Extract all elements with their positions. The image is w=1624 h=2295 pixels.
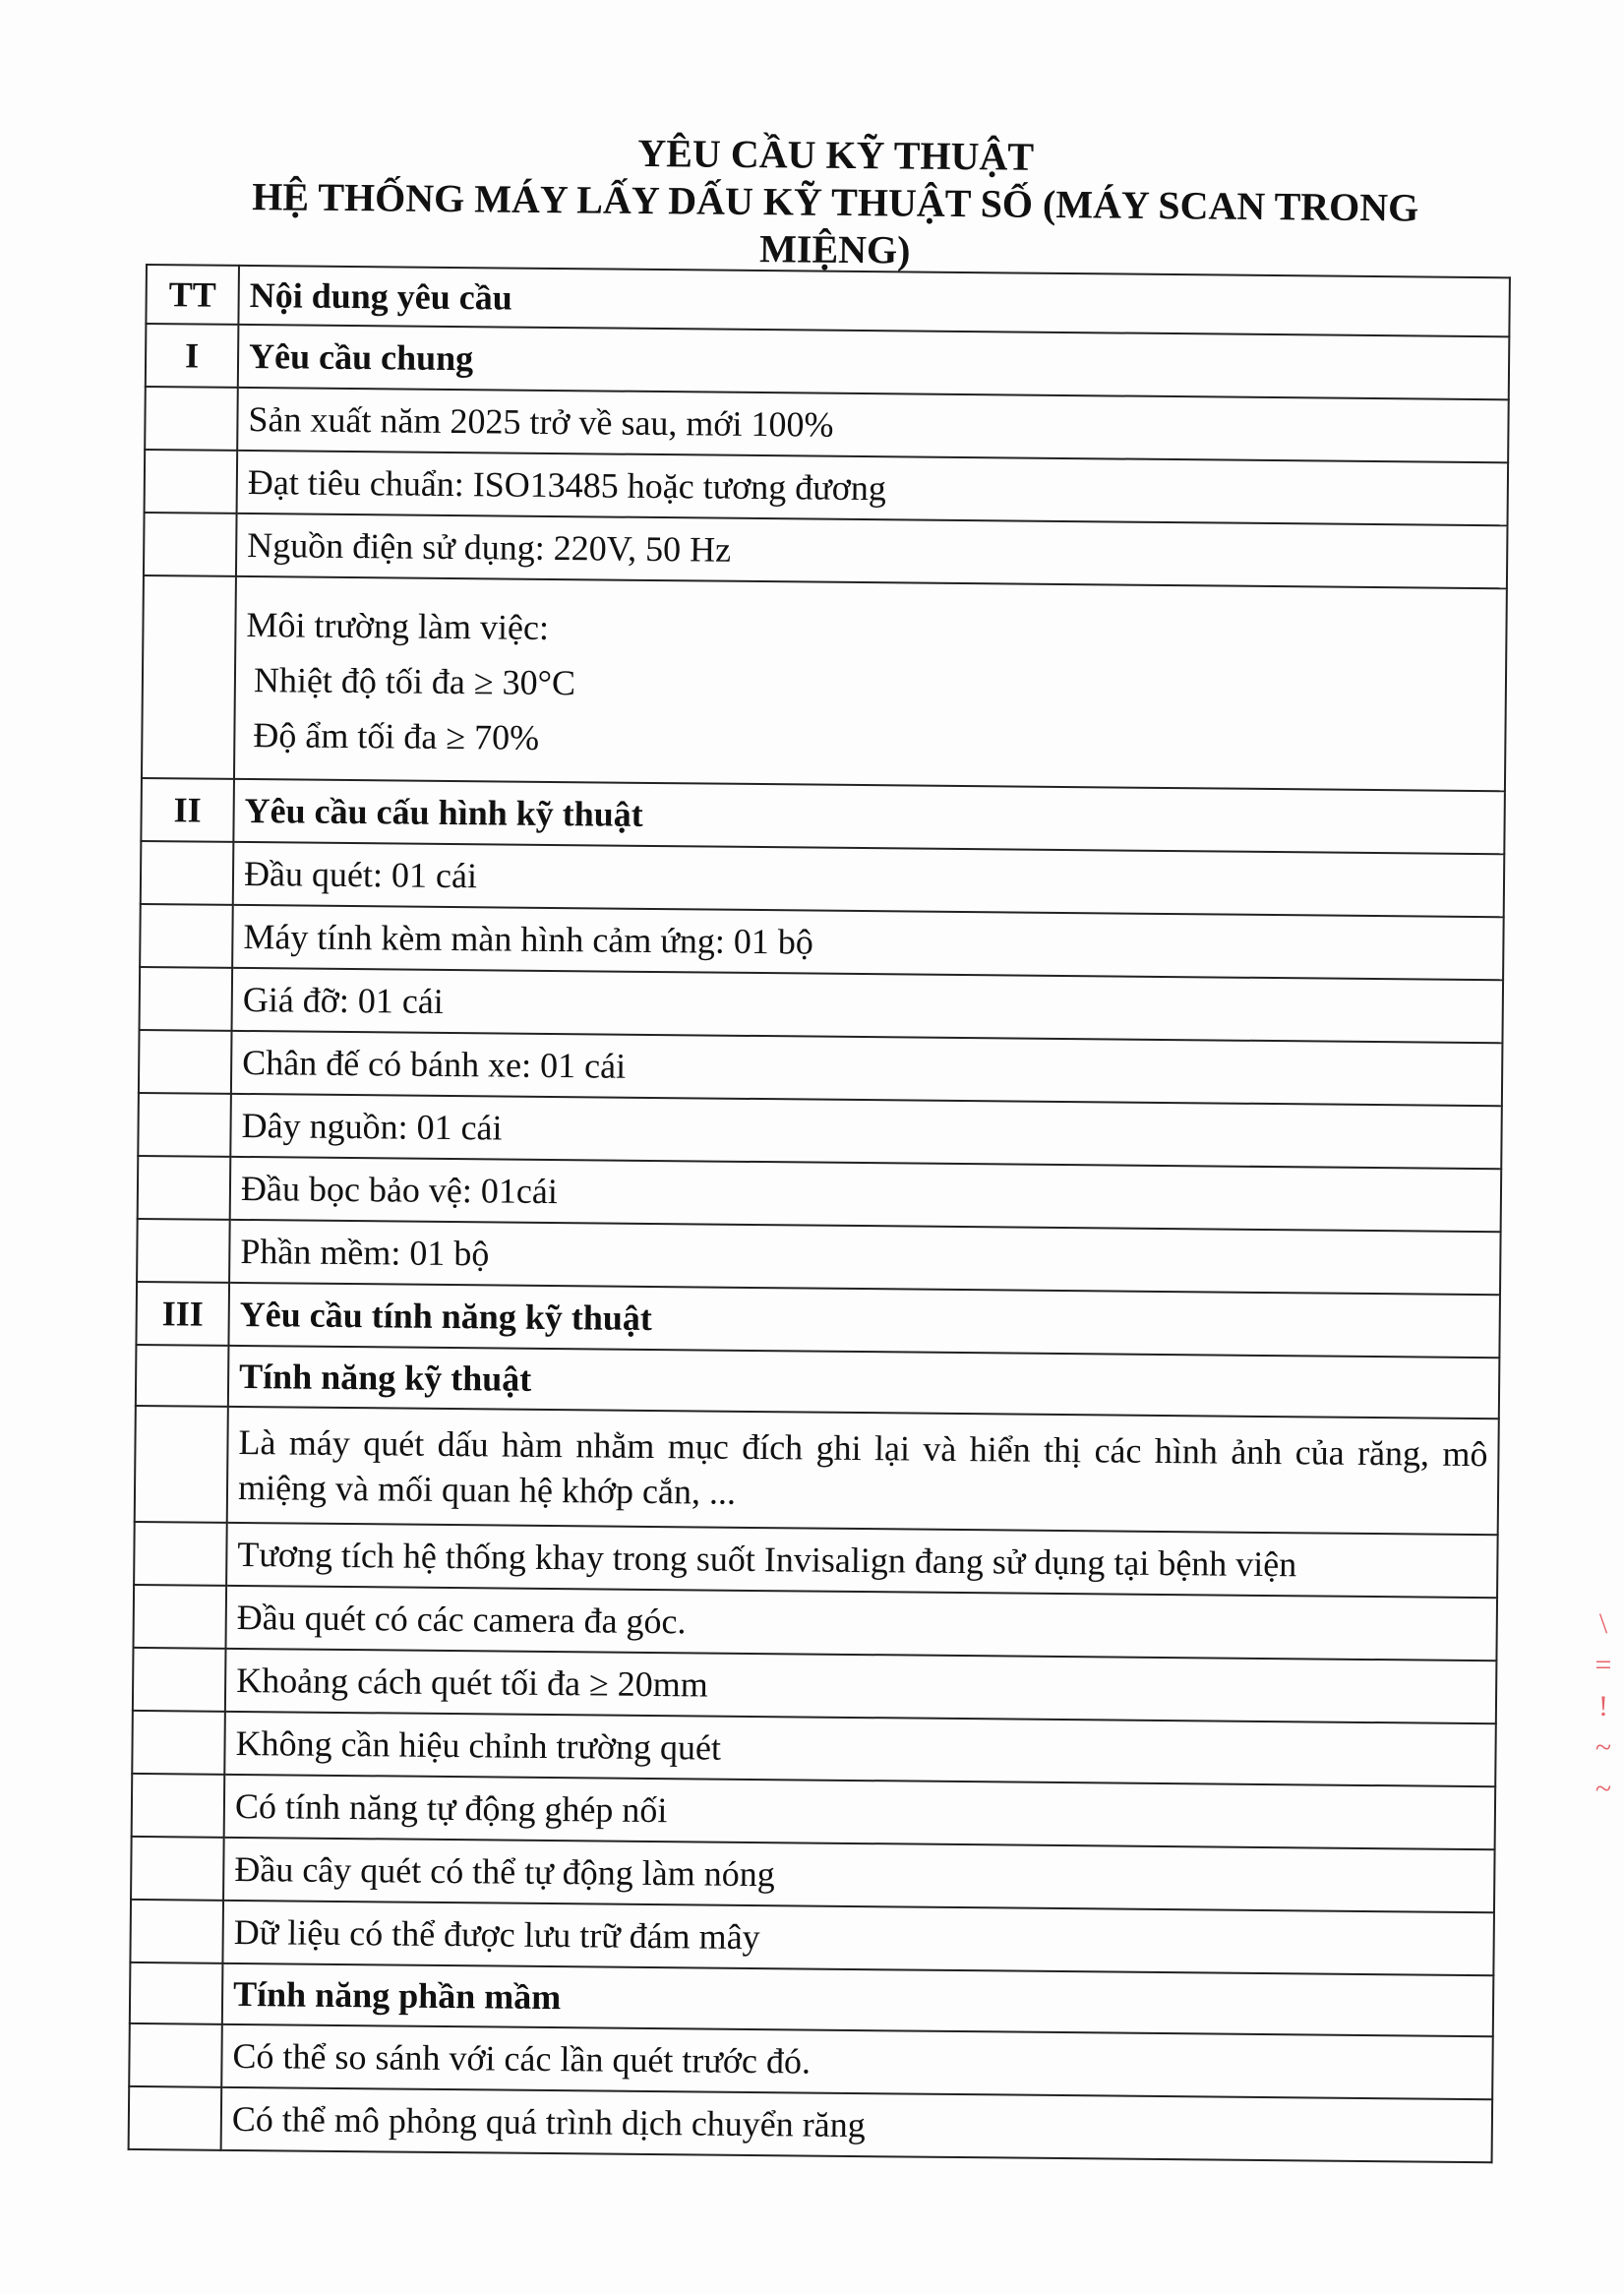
empty-cell bbox=[140, 904, 233, 968]
table-row-environment bbox=[142, 575, 1507, 791]
table-row bbox=[135, 1406, 1499, 1535]
requirement-cell: Đạt tiêu chuẩn: ISO13485 hoặc tương đương bbox=[237, 451, 1509, 525]
requirement-cell: Đầu quét có các camera đa góc. bbox=[225, 1586, 1497, 1661]
requirement-cell: Sản xuất năm 2025 trở về sau, mới 100% bbox=[237, 388, 1509, 462]
section-title: Yêu cầu tính năng kỹ thuật bbox=[228, 1283, 1500, 1358]
section-number: II bbox=[141, 778, 234, 842]
subsection-title: Tính năng kỹ thuật bbox=[228, 1346, 1500, 1419]
empty-cell bbox=[129, 2023, 222, 2087]
empty-cell bbox=[145, 450, 238, 513]
section-number: III bbox=[136, 1282, 229, 1346]
empty-cell bbox=[142, 575, 236, 779]
empty-cell bbox=[141, 841, 234, 905]
empty-cell bbox=[135, 1406, 228, 1523]
empty-cell bbox=[133, 1648, 226, 1712]
environment-cell bbox=[234, 576, 1507, 791]
empty-cell bbox=[140, 967, 233, 1031]
requirement-cell: Máy tính kèm màn hình cảm ứng: 01 bộ bbox=[232, 905, 1504, 980]
requirement-cell: Khoảng cách quét tối đa ≥ 20mm bbox=[225, 1649, 1497, 1723]
empty-cell bbox=[144, 513, 237, 576]
empty-cell bbox=[138, 1093, 231, 1157]
empty-cell bbox=[136, 1345, 229, 1407]
requirement-cell: Có thể mô phỏng quá trình dịch chuyển răng bbox=[221, 2087, 1493, 2162]
requirement-cell: Phần mềm: 01 bộ bbox=[229, 1220, 1501, 1295]
section-title: Yêu cầu cấu hình kỹ thuật bbox=[233, 779, 1505, 854]
requirement-cell: Là máy quét dấu hàm nhằm mục đích ghi lại và hiển thị các hình ảnh của răng, mô miệng và mối quan hệ khớp cắn, ... bbox=[227, 1407, 1499, 1535]
environment-humidity: Độ ẩm tối đa ≥ 70% bbox=[253, 715, 540, 757]
environment-temperature: Nhiệt độ tối đa ≥ 30°C bbox=[253, 660, 576, 703]
empty-cell bbox=[130, 1963, 223, 2024]
empty-cell bbox=[132, 1711, 225, 1775]
empty-cell bbox=[137, 1219, 230, 1283]
empty-cell bbox=[139, 1030, 232, 1094]
empty-cell bbox=[134, 1522, 227, 1586]
requirement-cell: Dây nguồn: 01 cái bbox=[230, 1094, 1502, 1169]
empty-cell bbox=[145, 387, 238, 451]
requirements-table bbox=[128, 264, 1511, 2163]
requirement-cell: Nguồn điện sử dụng: 220V, 50 Hz bbox=[236, 513, 1508, 588]
requirement-cell: Có tính năng tự động ghép nối bbox=[224, 1775, 1496, 1849]
requirement-cell: Không cần hiệu chỉnh trường quét bbox=[224, 1712, 1496, 1786]
requirement-cell: Đầu quét: 01 cái bbox=[233, 842, 1505, 917]
requirement-cell: Chân đế có bánh xe: 01 cái bbox=[231, 1031, 1503, 1106]
requirement-cell: Tương tích hệ thống khay trong suốt Invisalign đang sử dụng tại bệnh viện bbox=[226, 1523, 1498, 1598]
empty-cell bbox=[138, 1156, 231, 1220]
header-content: Nội dung yêu cầu bbox=[238, 266, 1510, 336]
section-title: Yêu cầu chung bbox=[238, 325, 1510, 399]
requirement-cell: Đầu cây quét có thể tự động làm nóng bbox=[223, 1838, 1495, 1912]
table-row bbox=[129, 2086, 1493, 2162]
document-title bbox=[235, 126, 1436, 279]
empty-cell bbox=[131, 1837, 224, 1901]
empty-cell bbox=[129, 2086, 222, 2150]
margin-stamp-mark: \ = ! ~ ~ bbox=[1594, 1607, 1612, 1805]
subsection-title: Tính năng phần mầm bbox=[222, 1963, 1494, 2036]
empty-cell bbox=[133, 1585, 226, 1649]
empty-cell bbox=[130, 1900, 223, 1963]
environment-label: Môi trường làm việc: bbox=[246, 605, 550, 647]
title-line-2: HỆ THỐNG MÁY LẤY DẤU KỸ THUẬT SỐ (MÁY SCAN TRONG bbox=[252, 174, 1419, 230]
title-line-3: MIỆNG) bbox=[758, 226, 911, 272]
requirement-cell: Giá đỡ: 01 cái bbox=[232, 968, 1504, 1043]
section-number: I bbox=[146, 324, 239, 388]
header-tt: TT bbox=[146, 265, 239, 325]
title-line-1: YÊU CẦU KỸ THUẬT bbox=[637, 130, 1035, 179]
empty-cell bbox=[132, 1774, 225, 1838]
requirement-cell: Dữ liệu có thể được lưu trữ đám mây bbox=[222, 1901, 1494, 1975]
requirement-cell: Đầu bọc bảo vệ: 01cái bbox=[230, 1157, 1502, 1232]
requirement-cell: Có thể so sánh với các lần quét trước đó. bbox=[221, 2024, 1493, 2099]
